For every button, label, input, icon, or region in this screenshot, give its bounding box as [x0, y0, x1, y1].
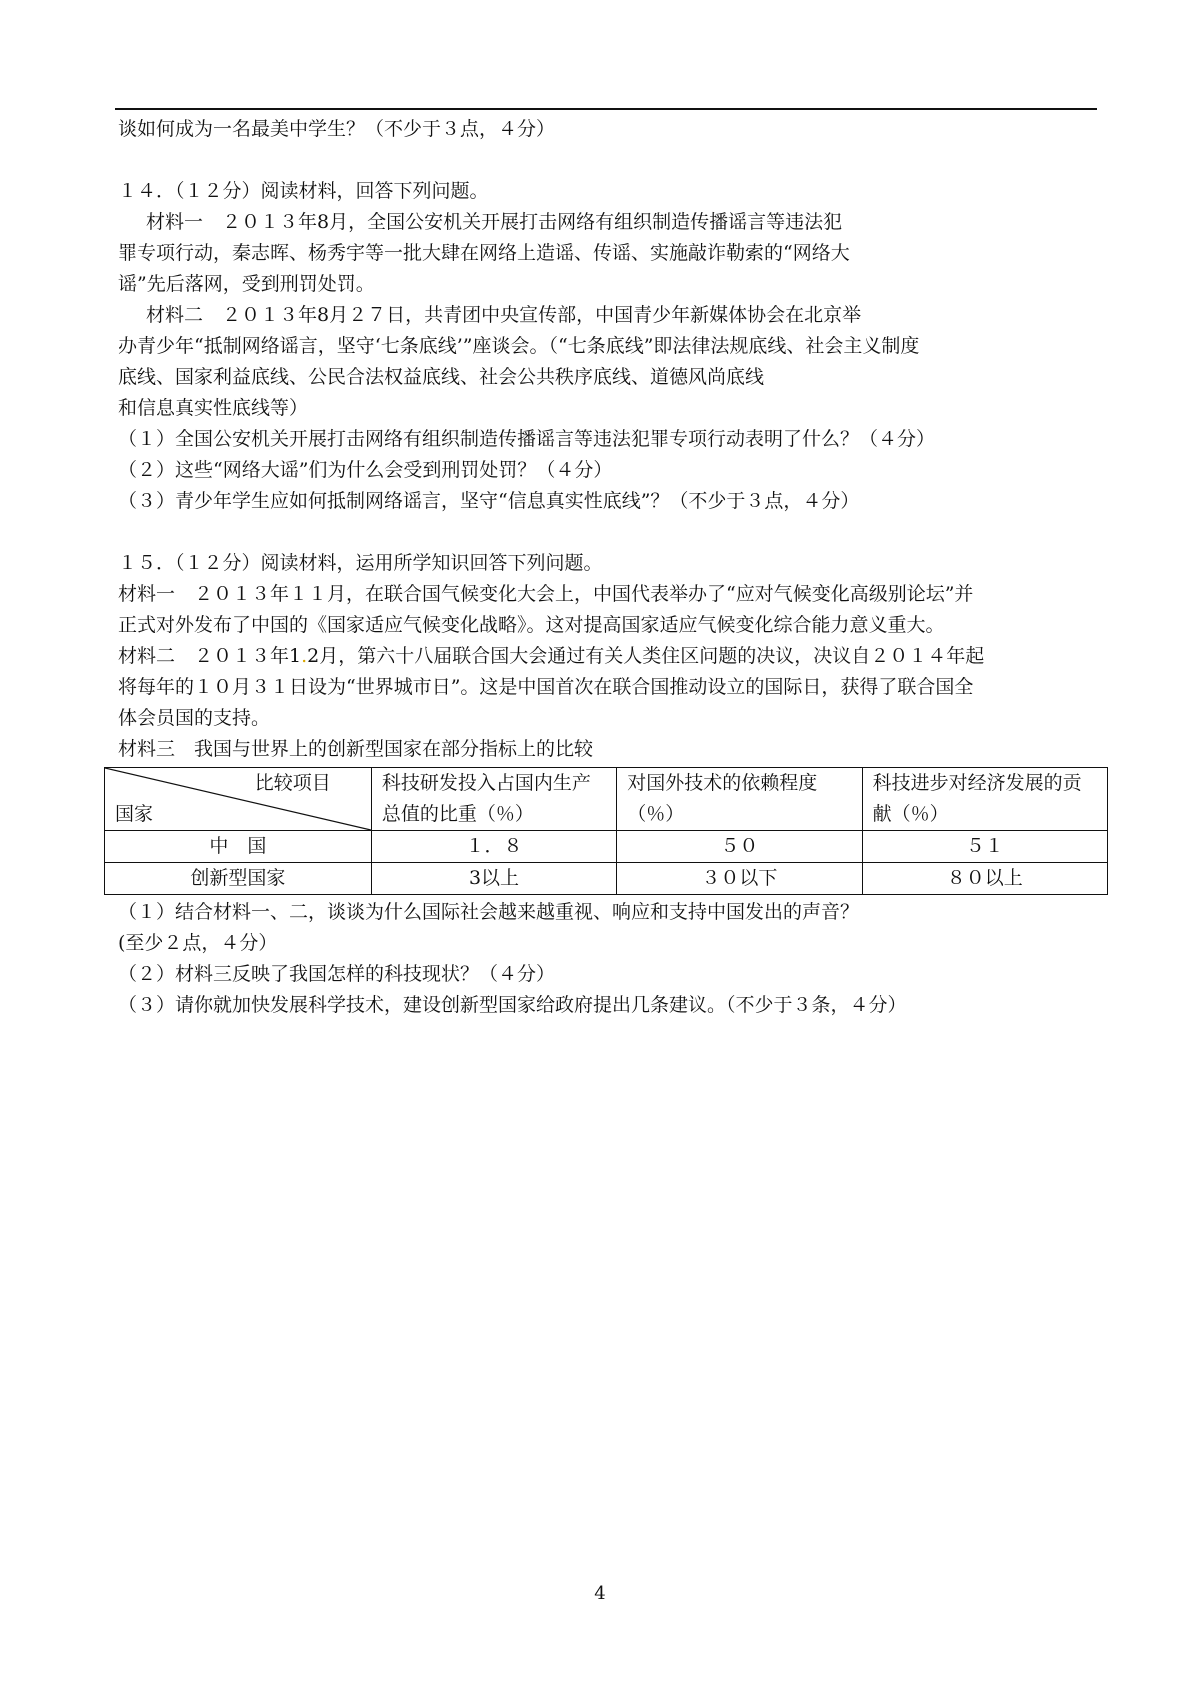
q15-material1-line2: 正式对外发布了中国的《国家适应气候变化战略》。这对提高国家适应气候变化综合能力意义重大。 [118, 614, 945, 636]
q14-material1-line2: 罪专项行动，秦志晖、杨秀宇等一批大肆在网络上造谣、传谣、实施敲诈勒索的“网络大 [118, 242, 850, 264]
page-content [115, 114, 1100, 1021]
q15-material3-title: 材料三 我国与世界上的创新型国家在部分指标上的比较 [118, 738, 594, 760]
q15-material2-line1-start: 材料二 ２０１３年1 [118, 645, 302, 667]
corner-row-label: 国家 [115, 803, 154, 825]
q14-material2-line1: 材料二 ２０１３年8月２７日，共青团中央宣传部，中国青少年新媒体协会在北京举 [146, 304, 862, 326]
q15-header: １５．（１２分）阅读材料，运用所学知识回答下列问题。 [118, 552, 603, 574]
q14-header: １４．（１２分）阅读材料，回答下列问题。 [118, 180, 489, 202]
header-rule [115, 108, 1097, 110]
q14-subquestion-3: （３）青少年学生应如何抵制网络谣言，坚守“信息真实性底线”？（不少于３点，４分） [118, 490, 860, 512]
q14-material2-line4: 和信息真实性底线等） [118, 397, 309, 419]
table-col-header-1: 科技研发投入占国内生产总值的比重（％） [371, 768, 616, 831]
table-col-header-3: 科技进步对经济发展的贡献（％） [862, 768, 1107, 831]
q15-subquestion-1-line2: (至少２点，４分） [118, 932, 278, 954]
q15-subquestion-2: （２）材料三反映了我国怎样的科技现状？（４分） [118, 963, 556, 985]
table-cell-country: 创新型国家 [105, 863, 372, 895]
table-cell-value: ８０以上 [862, 863, 1107, 895]
table-cell-value: １．８ [371, 831, 616, 863]
table-header-row [105, 768, 1108, 831]
table-cell-value: ３０以下 [617, 863, 862, 895]
page-number: 4 [594, 1583, 606, 1604]
q15-material2-line1-end: 2月，第六十八届联合国大会通过有关人类住区问题的决议，决议自２０１４年起 [307, 645, 985, 667]
q15-subquestion-1-line1: （１）结合材料一、二，谈谈为什么国际社会越来越重视、响应和支持中国发出的声音？ [118, 901, 860, 923]
continued-question: 谈如何成为一名最美中学生？（不少于３点，４分） [118, 118, 556, 140]
q15-material1-line1: 材料一 ２０１３年１１月，在联合国气候变化大会上，中国代表举办了“应对气候变化高级别论坛”并 [118, 583, 974, 605]
table-row [105, 863, 1108, 895]
table-corner-cell [105, 768, 372, 831]
table-cell-value: 3以上 [371, 863, 616, 895]
q14-material2-line3: 底线、国家利益底线、公民合法权益底线、社会公共秩序底线、道德风尚底线 [118, 366, 765, 388]
q14-material1-line3: 谣”先后落网，受到刑罚处罚。 [118, 273, 375, 295]
q14-material1-line1: 材料一 ２０１３年8月，全国公安机关开展打击网络有组织制造传播谣言等违法犯 [146, 211, 843, 233]
q14-subquestion-2: （２）这些“网络大谣”们为什么会受到刑罚处罚？（４分） [118, 459, 613, 481]
table-col-header-2: 对国外技术的依赖程度（％） [617, 768, 862, 831]
q15-subquestion-3: （３）请你就加快发展科学技术，建设创新型国家给政府提出几条建议。（不少于３条，４分） [118, 994, 907, 1016]
edit-marker: . [301, 645, 308, 667]
table-cell-value: ５０ [617, 831, 862, 863]
comparison-table [104, 767, 1108, 895]
q15-material2-line1 [118, 641, 1100, 672]
corner-column-label: 比较项目 [254, 772, 331, 794]
q14-subquestion-1: （１）全国公安机关开展打击网络有组织制造传播谣言等违法犯罪专项行动表明了什么？（４分） [118, 428, 936, 450]
table-cell-value: ５１ [862, 831, 1107, 863]
q15-material2-line3: 体会员国的支持。 [118, 707, 271, 729]
table-row [105, 831, 1108, 863]
q15-material2-line2: 将每年的１０月３１日设为“世界城市日”。这是中国首次在联合国推动设立的国际日，获得了联合国全 [118, 676, 974, 698]
table-cell-country: 中 国 [105, 831, 372, 863]
q14-material2-line2: 办青少年“抵制网络谣言，坚守‘七条底线’”座谈会。（“七条底线”即法律法规底线、社会主义制度 [118, 335, 920, 357]
